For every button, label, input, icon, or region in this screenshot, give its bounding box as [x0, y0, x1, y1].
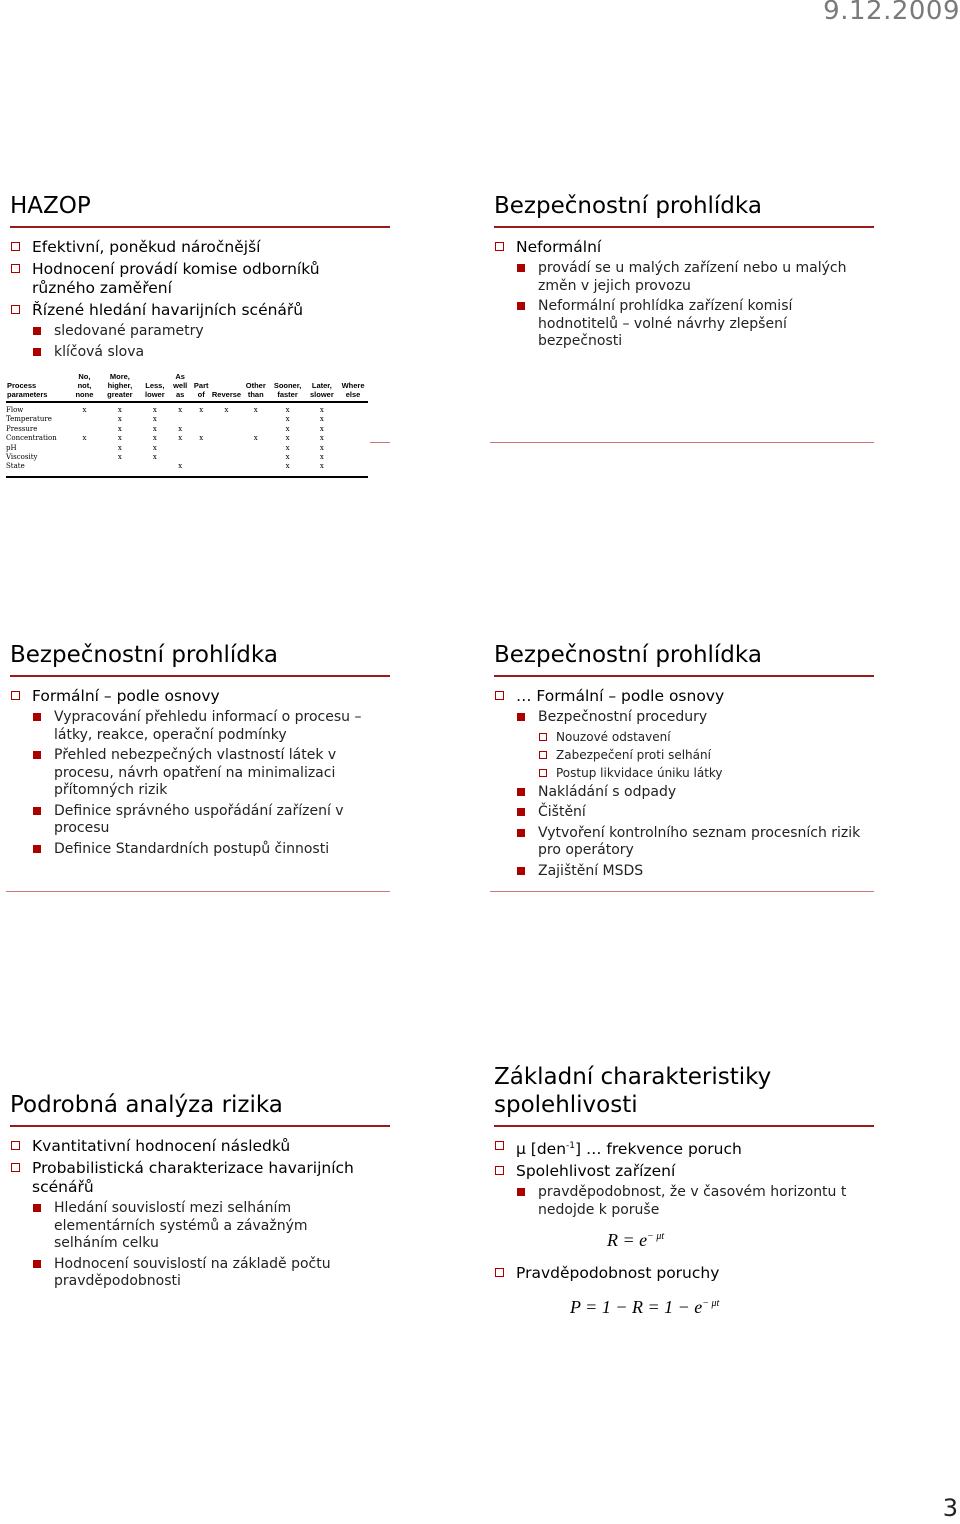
- table-cell: x: [152, 424, 157, 433]
- table-cell: x: [117, 453, 122, 462]
- title-rule: [494, 1125, 874, 1127]
- table-cell: [211, 425, 242, 434]
- table-cell: Pressure: [6, 424, 38, 433]
- table-row: [6, 462, 368, 471]
- bullet-list: [494, 1137, 874, 1283]
- list-item-text: Řízené hledání havarijních scénářů: [32, 301, 304, 319]
- list-item: [494, 1137, 874, 1159]
- slide-bottom-rule: [490, 442, 874, 443]
- table-cell: x: [117, 406, 122, 414]
- slide-bottom-rule: [6, 891, 390, 892]
- table-row: [6, 402, 368, 415]
- table-row: [6, 434, 368, 443]
- sub-list-item: [516, 709, 864, 781]
- table-cell: Temperature: [6, 415, 52, 424]
- table-header: Where else: [338, 372, 368, 402]
- table-cell: x: [319, 415, 324, 424]
- list-item-text: … Formální – podle osnovy: [516, 687, 725, 705]
- table-cell: x: [117, 443, 122, 452]
- table-row: [6, 444, 368, 453]
- table-header: Later, slower: [306, 372, 338, 402]
- table-cell: x: [82, 434, 87, 443]
- formula-base: R = e: [607, 1230, 648, 1251]
- slide-title: HAZOP: [10, 193, 91, 219]
- sub-list-item: Hodnocení souvislostí na základě počtu pravděpodobnosti: [32, 1256, 370, 1291]
- slide-hazop: [10, 192, 400, 361]
- table-header: Part of: [192, 372, 211, 402]
- sub-list-item: sledované parametry: [32, 323, 340, 341]
- bullet-list: [10, 1137, 370, 1291]
- list-item-text: Hodnocení provádí komise odborníků různého zaměření: [32, 260, 320, 297]
- bullet-list: [10, 687, 370, 858]
- table-cell: [99, 462, 141, 471]
- table-bottom-rule: [6, 472, 368, 477]
- table-row: [6, 425, 368, 434]
- table-cell: x: [178, 424, 183, 433]
- list-item-text: Spolehlivost zařízení: [516, 1162, 676, 1181]
- table-cell: [192, 425, 211, 434]
- table-header: More, higher, greater: [99, 372, 141, 402]
- table-cell: [242, 462, 269, 471]
- table-header: Less, lower: [141, 372, 169, 402]
- table-cell: x: [199, 406, 204, 414]
- slide-title: Bezpečnostní prohlídka: [10, 642, 278, 668]
- table-cell: [192, 453, 211, 462]
- formula-exponent: − μt: [647, 1231, 665, 1243]
- table-cell: x: [152, 415, 157, 424]
- table-cell: x: [224, 406, 229, 414]
- table-cell: x: [319, 424, 324, 433]
- table-cell: x: [152, 453, 157, 462]
- list-item: [10, 260, 340, 298]
- sub-list-item-text: Bezpečnostní procedury: [538, 709, 708, 725]
- table-cell: x: [178, 406, 183, 414]
- list-item: [494, 238, 864, 351]
- table-cell: x: [319, 462, 324, 471]
- table-cell: [338, 402, 368, 415]
- mu-text: μ [den: [516, 1140, 567, 1159]
- table-cell: x: [285, 406, 290, 414]
- sub-list-item: klíčová slova: [32, 344, 340, 362]
- title-rule: [10, 675, 390, 677]
- table-cell: [70, 444, 99, 453]
- table-cell: x: [199, 434, 204, 443]
- table-cell: [211, 444, 242, 453]
- slide-title: Bezpečnostní prohlídka: [494, 642, 762, 668]
- table-cell: [242, 453, 269, 462]
- table-header: Sooner, faster: [269, 372, 305, 402]
- table-cell: [211, 415, 242, 424]
- slide-bottom-rule: [370, 442, 390, 443]
- table-cell: x: [285, 434, 290, 443]
- title-rule: [10, 226, 390, 228]
- formula-exponent: − μt: [702, 1298, 720, 1310]
- slide-title: Základní charakteristiky spolehlivosti: [494, 1064, 772, 1118]
- sub-sub-list-item: Zabezpečení proti selhání: [538, 748, 864, 763]
- list-item-text: Formální – podle osnovy: [32, 687, 220, 705]
- table-cell: State: [6, 462, 25, 471]
- table-cell: x: [285, 424, 290, 433]
- table-header: Process parameters: [6, 372, 70, 402]
- table-cell: x: [82, 406, 87, 414]
- table-cell: x: [285, 453, 290, 462]
- mu-exponent: -1: [566, 1141, 576, 1151]
- list-item: [10, 301, 340, 361]
- table-cell: x: [285, 415, 290, 424]
- table-cell: [141, 462, 169, 471]
- title-rule: [10, 1125, 390, 1127]
- table-cell: Flow: [6, 406, 24, 414]
- table-header: Reverse: [211, 372, 242, 402]
- table-cell: x: [285, 462, 290, 471]
- sub-list-item: Přehled nebezpečných vlastností látek v procesu, návrh opatření na minimalizaci přítomných rizik: [32, 747, 370, 800]
- list-item: [494, 1162, 874, 1250]
- slide-title: Bezpečnostní prohlídka: [494, 193, 762, 219]
- sub-list-item: pravděpodobnost, že v časovém horizontu t nedojde k poruše: [516, 1184, 874, 1219]
- title-rule: [494, 675, 874, 677]
- table-cell: x: [178, 434, 183, 443]
- sub-list-item: Vypracování přehledu informací o procesu – látky, reakce, operační podmínky: [32, 709, 370, 744]
- table-header: Other than: [242, 372, 269, 402]
- table-cell: Concentration: [6, 434, 57, 443]
- guideword-table: [6, 372, 368, 478]
- table-cell: x: [319, 453, 324, 462]
- table-cell: [169, 453, 192, 462]
- mu-text-post: ] … frekvence poruch: [575, 1140, 742, 1159]
- bullet-list: [10, 238, 340, 361]
- list-item: [10, 1159, 370, 1291]
- table-cell: [242, 425, 269, 434]
- reliability-formula: [607, 1227, 874, 1250]
- sub-list-item: Zajištění MSDS: [516, 863, 864, 881]
- slide-inspection-formal: [10, 641, 400, 858]
- table-cell: [211, 434, 242, 443]
- table-cell: x: [253, 406, 258, 414]
- table-cell: [211, 453, 242, 462]
- table-cell: [192, 415, 211, 424]
- table-cell: x: [152, 406, 157, 414]
- table-cell: [70, 415, 99, 424]
- list-item: Pravděpodobnost poruchy: [494, 1264, 874, 1283]
- sub-list-item: provádí se u malých zařízení nebo u malých změn v jejich provozu: [516, 260, 864, 295]
- title-rule: [494, 226, 874, 228]
- table-cell: x: [253, 434, 258, 443]
- table-cell: [338, 425, 368, 434]
- slide-risk-analysis: [10, 1091, 400, 1291]
- table-row: [6, 453, 368, 462]
- sub-sub-list-item: Nouzové odstavení: [538, 730, 864, 745]
- table-cell: Viscosity: [6, 453, 38, 462]
- table-cell: [70, 425, 99, 434]
- table-cell: [242, 415, 269, 424]
- table-cell: [192, 462, 211, 471]
- sub-list-item: Definice správného uspořádání zařízení v procesu: [32, 803, 370, 838]
- table-cell: x: [117, 415, 122, 424]
- table-cell: [338, 453, 368, 462]
- table-cell: [338, 434, 368, 443]
- sub-list-item: Nakládání s odpady: [516, 784, 864, 802]
- table-cell: [242, 444, 269, 453]
- table-cell: x: [152, 443, 157, 452]
- table-cell: x: [319, 443, 324, 452]
- table-cell: [338, 462, 368, 471]
- table-cell: [338, 415, 368, 424]
- table-cell: [338, 444, 368, 453]
- table-cell: [70, 462, 99, 471]
- list-item: [10, 687, 370, 858]
- table-header: No, not, none: [70, 372, 99, 402]
- formula-base: P = 1 − R = 1 − e: [570, 1297, 703, 1318]
- table-cell: [169, 444, 192, 453]
- table-cell: [169, 415, 192, 424]
- table-cell: x: [285, 443, 290, 452]
- sub-list-item: Vytvoření kontrolního seznam procesních rizik pro operátory: [516, 825, 864, 860]
- list-item: [494, 687, 864, 880]
- table-row: [6, 415, 368, 424]
- sub-list-item: Čištění: [516, 804, 864, 822]
- list-item-text: Neformální: [516, 238, 602, 256]
- table-cell: pH: [6, 443, 17, 452]
- table-cell: [192, 444, 211, 453]
- failure-formula: [570, 1297, 884, 1318]
- table-cell: x: [178, 462, 183, 471]
- bullet-list: [494, 687, 864, 880]
- slide-title: Podrobná analýza rizika: [10, 1092, 283, 1118]
- bullet-list: [494, 238, 864, 351]
- page-number: 3: [942, 1494, 958, 1522]
- slide-reliability: [494, 1063, 884, 1318]
- sub-sub-list-item: Postup likvidace úniku látky: [538, 766, 864, 781]
- table-header: As well as: [169, 372, 192, 402]
- table-cell: x: [319, 406, 324, 414]
- table-cell: x: [117, 424, 122, 433]
- slide-bottom-rule: [490, 891, 874, 892]
- table-cell: [70, 453, 99, 462]
- hazop-guideword-table: [6, 372, 368, 478]
- table-cell: [211, 462, 242, 471]
- sub-list-item: Neformální prohlídka zařízení komisí hodnotitelů – volné návrhy zlepšení bezpečnosti: [516, 298, 864, 351]
- table-cell: x: [117, 434, 122, 443]
- sub-list-item: Hledání souvislostí mezi selháním elementárních systémů a závažným selháním celku: [32, 1200, 370, 1253]
- list-item-text: Probabilistická charakterizace havarijních scénářů: [32, 1159, 354, 1196]
- page-date: 9.12.2009: [823, 0, 960, 26]
- slide-inspection-informal: [494, 192, 884, 351]
- table-cell: x: [152, 434, 157, 443]
- table-cell: x: [319, 434, 324, 443]
- sub-list-item: Definice Standardních postupů činnosti: [32, 841, 370, 859]
- list-item: Efektivní, poněkud náročnější: [10, 238, 340, 257]
- slide-inspection-formal-cont: [494, 641, 884, 880]
- list-item: Kvantitativní hodnocení následků: [10, 1137, 370, 1156]
